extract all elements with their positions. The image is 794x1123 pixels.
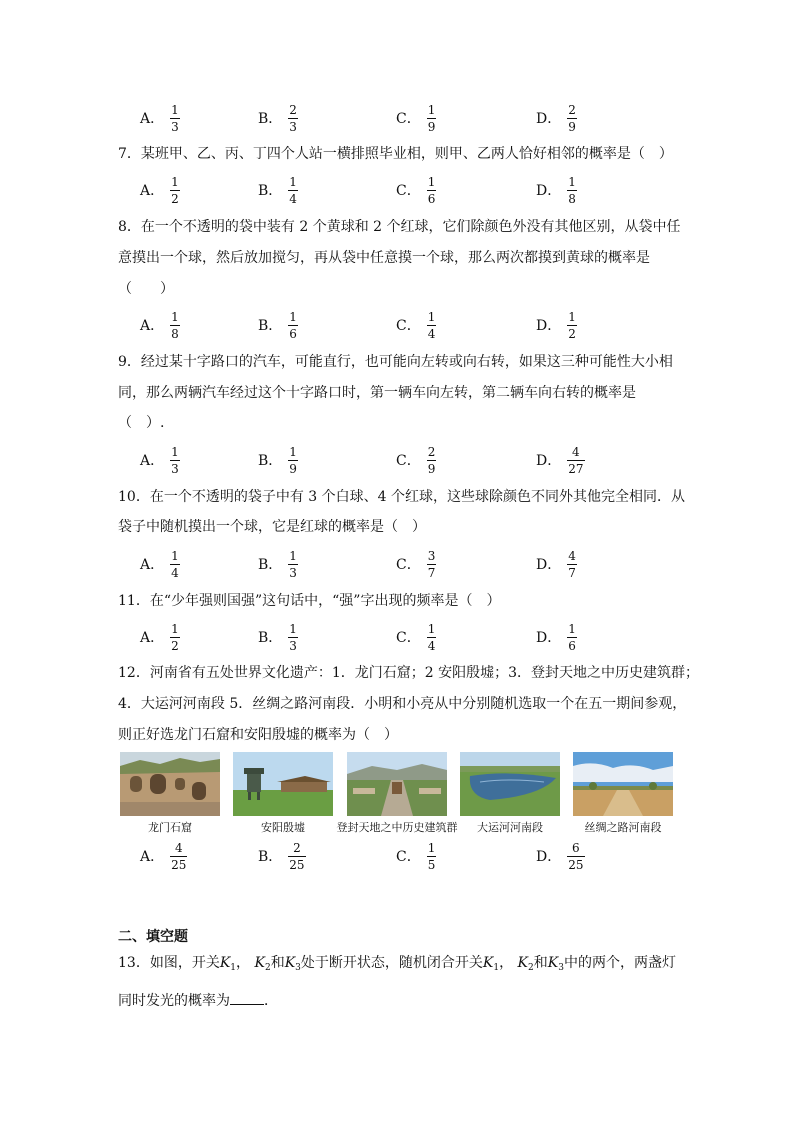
fraction: $\frac{1}{4}$ (427, 621, 436, 653)
fraction: $\frac{1}{8}$ (568, 174, 576, 206)
q10-option-c[interactable]: C． $\frac{3}{7}$ (396, 548, 436, 580)
fraction: $\frac{1}{4}$ (171, 548, 179, 580)
q7-text: 7．某班甲、乙、丙、丁四个人站一横排照毕业相，则甲、乙两人恰好相邻的概率是（ ） (118, 146, 673, 162)
q10-option-d[interactable]: D． $\frac{4}{7}$ (536, 548, 576, 580)
q10-text-line2: 袋子中随机摸出一个球，它是红球的概率是（ ） (118, 519, 426, 535)
heritage-photos (120, 752, 676, 834)
q12-option-d[interactable]: D． $\frac{6}{25}$ (536, 840, 584, 872)
q13-text-line1: 13．如图，开关$K_1$， $K_2$和$K_3$处于断开状态，随机闭合开关$K_1$， $K_2$和$K_3$中的两个，两盏灯 (118, 955, 676, 973)
q11-options (140, 617, 700, 657)
q6-option-c[interactable]: C． $\frac{1}{9}$ (396, 102, 436, 134)
photo-silk-road (573, 752, 673, 816)
photo-grand-canal (460, 752, 560, 816)
fraction: $\frac{2}{25}$ (289, 840, 305, 872)
q13-text-line2: 同时发光的概率为 ． (118, 990, 678, 1011)
q12-text-line1: 12．河南省有五处世界文化遗产：1．龙门石窟；2 安阳殷墟；3．登封天地之中历史建筑群； (118, 665, 699, 681)
q9-option-b[interactable]: B． $\frac{1}{9}$ (258, 444, 297, 476)
fraction: $\frac{1}{3}$ (289, 621, 297, 653)
fraction: $\frac{2}{9}$ (568, 102, 576, 134)
q11-text: 11．在“少年强则国强”这句话中，“强”字出现的频率是（ ） (118, 593, 501, 609)
q8-option-c[interactable]: C． $\frac{1}{4}$ (396, 309, 436, 341)
answer-blank[interactable] (230, 990, 264, 1005)
photo-longmen-grottoes (120, 752, 220, 816)
fraction: $\frac{3}{7}$ (427, 548, 436, 580)
photo-yinxu (233, 752, 333, 816)
q7-options (140, 170, 700, 210)
q12-option-a[interactable]: A． $\frac{4}{25}$ (140, 840, 187, 872)
fraction: $\frac{4}{27}$ (568, 444, 584, 476)
q12-option-c[interactable]: C． $\frac{1}{5}$ (396, 840, 436, 872)
caption-longmen: 龙门石窟 (148, 821, 192, 834)
caption-dengfeng: 登封天地之中历史建筑群 (336, 821, 458, 834)
q8-text-line2: 意摸出一个球，然后放加搅匀，再从袋中任意摸一个球，那么两次都摸到黄球的概率是 (118, 250, 650, 266)
q9-option-a[interactable]: A． $\frac{1}{3}$ (140, 444, 179, 476)
fraction: $\frac{4}{7}$ (568, 548, 576, 580)
section-fill-in-title: 二、填空题 (118, 929, 188, 945)
q10-options (140, 544, 700, 584)
photo-dengfeng (347, 752, 447, 816)
fraction: $\frac{1}{6}$ (427, 174, 436, 206)
fraction: $\frac{1}{5}$ (427, 840, 436, 872)
fraction: $\frac{1}{4}$ (427, 309, 436, 341)
q9-options (140, 440, 700, 480)
fraction: $\frac{1}{3}$ (289, 548, 297, 580)
fraction: $\frac{1}{3}$ (171, 444, 179, 476)
fraction: $\frac{1}{2}$ (171, 174, 179, 206)
q10-text-line1: 10．在一个不透明的袋子中有 3 个白球、4 个红球，这些球除颜色不同外其他完全相同．从 (118, 489, 685, 505)
q12-options (140, 836, 700, 876)
q8-option-b[interactable]: B． $\frac{1}{6}$ (258, 309, 297, 341)
q9-option-c[interactable]: C． $\frac{2}{9}$ (396, 444, 436, 476)
q9-option-d[interactable]: D． $\frac{4}{27}$ (536, 444, 584, 476)
q12-text-line3: 则正好选龙门石窟和安阳殷墟的概率为（ ） (118, 727, 398, 743)
q6-option-d[interactable]: D． $\frac{2}{9}$ (536, 102, 576, 134)
q10-option-a[interactable]: A． $\frac{1}{4}$ (140, 548, 179, 580)
fraction: $\frac{1}{2}$ (171, 621, 179, 653)
fraction: $\frac{1}{6}$ (568, 621, 576, 653)
fraction: $\frac{1}{4}$ (289, 174, 297, 206)
fraction: $\frac{1}{9}$ (289, 444, 297, 476)
q7-option-a[interactable]: A． $\frac{1}{2}$ (140, 174, 179, 206)
fraction: $\frac{2}{9}$ (427, 444, 436, 476)
q8-text-line3: （ ） (118, 281, 174, 297)
q8-text-line1: 8．在一个不透明的袋中装有 2 个黄球和 2 个红球，它们除颜色外没有其他区别，从袋中任 (118, 219, 681, 235)
caption-silk-road: 丝绸之路河南段 (584, 821, 662, 834)
q9-text-line1: 9．经过某十字路口的汽车，可能直行，也可能向左转或向右转，如果这三种可能性大小相 (118, 354, 673, 370)
fraction: $\frac{1}{6}$ (289, 309, 297, 341)
fraction: $\frac{2}{3}$ (289, 102, 297, 134)
q11-option-d[interactable]: D． $\frac{1}{6}$ (536, 621, 576, 653)
fraction: $\frac{1}{3}$ (171, 102, 179, 134)
q11-option-c[interactable]: C． $\frac{1}{4}$ (396, 621, 436, 653)
fraction: $\frac{4}{25}$ (171, 840, 187, 872)
fraction: $\frac{1}{2}$ (568, 309, 576, 341)
q6-option-b[interactable]: B． $\frac{2}{3}$ (258, 102, 297, 134)
q6-options (140, 98, 700, 138)
caption-grand-canal: 大运河河南段 (477, 821, 543, 834)
caption-yinxu: 安阳殷墟 (261, 821, 305, 834)
fraction: $\frac{1}{8}$ (171, 309, 179, 341)
q12-option-b[interactable]: B． $\frac{2}{25}$ (258, 840, 305, 872)
fraction: $\frac{1}{9}$ (427, 102, 436, 134)
q9-text-line2: 同，那么两辆汽车经过这个十字路口时，第一辆车向左转，第二辆车向右转的概率是 (118, 385, 636, 401)
q11-option-a[interactable]: A． $\frac{1}{2}$ (140, 621, 179, 653)
q11-option-b[interactable]: B． $\frac{1}{3}$ (258, 621, 297, 653)
q8-option-a[interactable]: A． $\frac{1}{8}$ (140, 309, 179, 341)
q6-option-a[interactable]: A． $\frac{1}{3}$ (140, 102, 179, 134)
fraction: $\frac{6}{25}$ (568, 840, 584, 872)
q8-option-d[interactable]: D． $\frac{1}{2}$ (536, 309, 576, 341)
q7-option-b[interactable]: B． $\frac{1}{4}$ (258, 174, 297, 206)
q10-option-b[interactable]: B． $\frac{1}{3}$ (258, 548, 297, 580)
q9-text-line3: （ ）. (118, 415, 165, 431)
q8-options (140, 305, 700, 345)
q12-text-line2: 4．大运河河南段 5．丝绸之路河南段．小明和小亮从中分别随机选取一个在五一期间参观， (118, 696, 687, 712)
q7-option-d[interactable]: D． $\frac{1}{8}$ (536, 174, 576, 206)
q7-option-c[interactable]: C． $\frac{1}{6}$ (396, 174, 436, 206)
